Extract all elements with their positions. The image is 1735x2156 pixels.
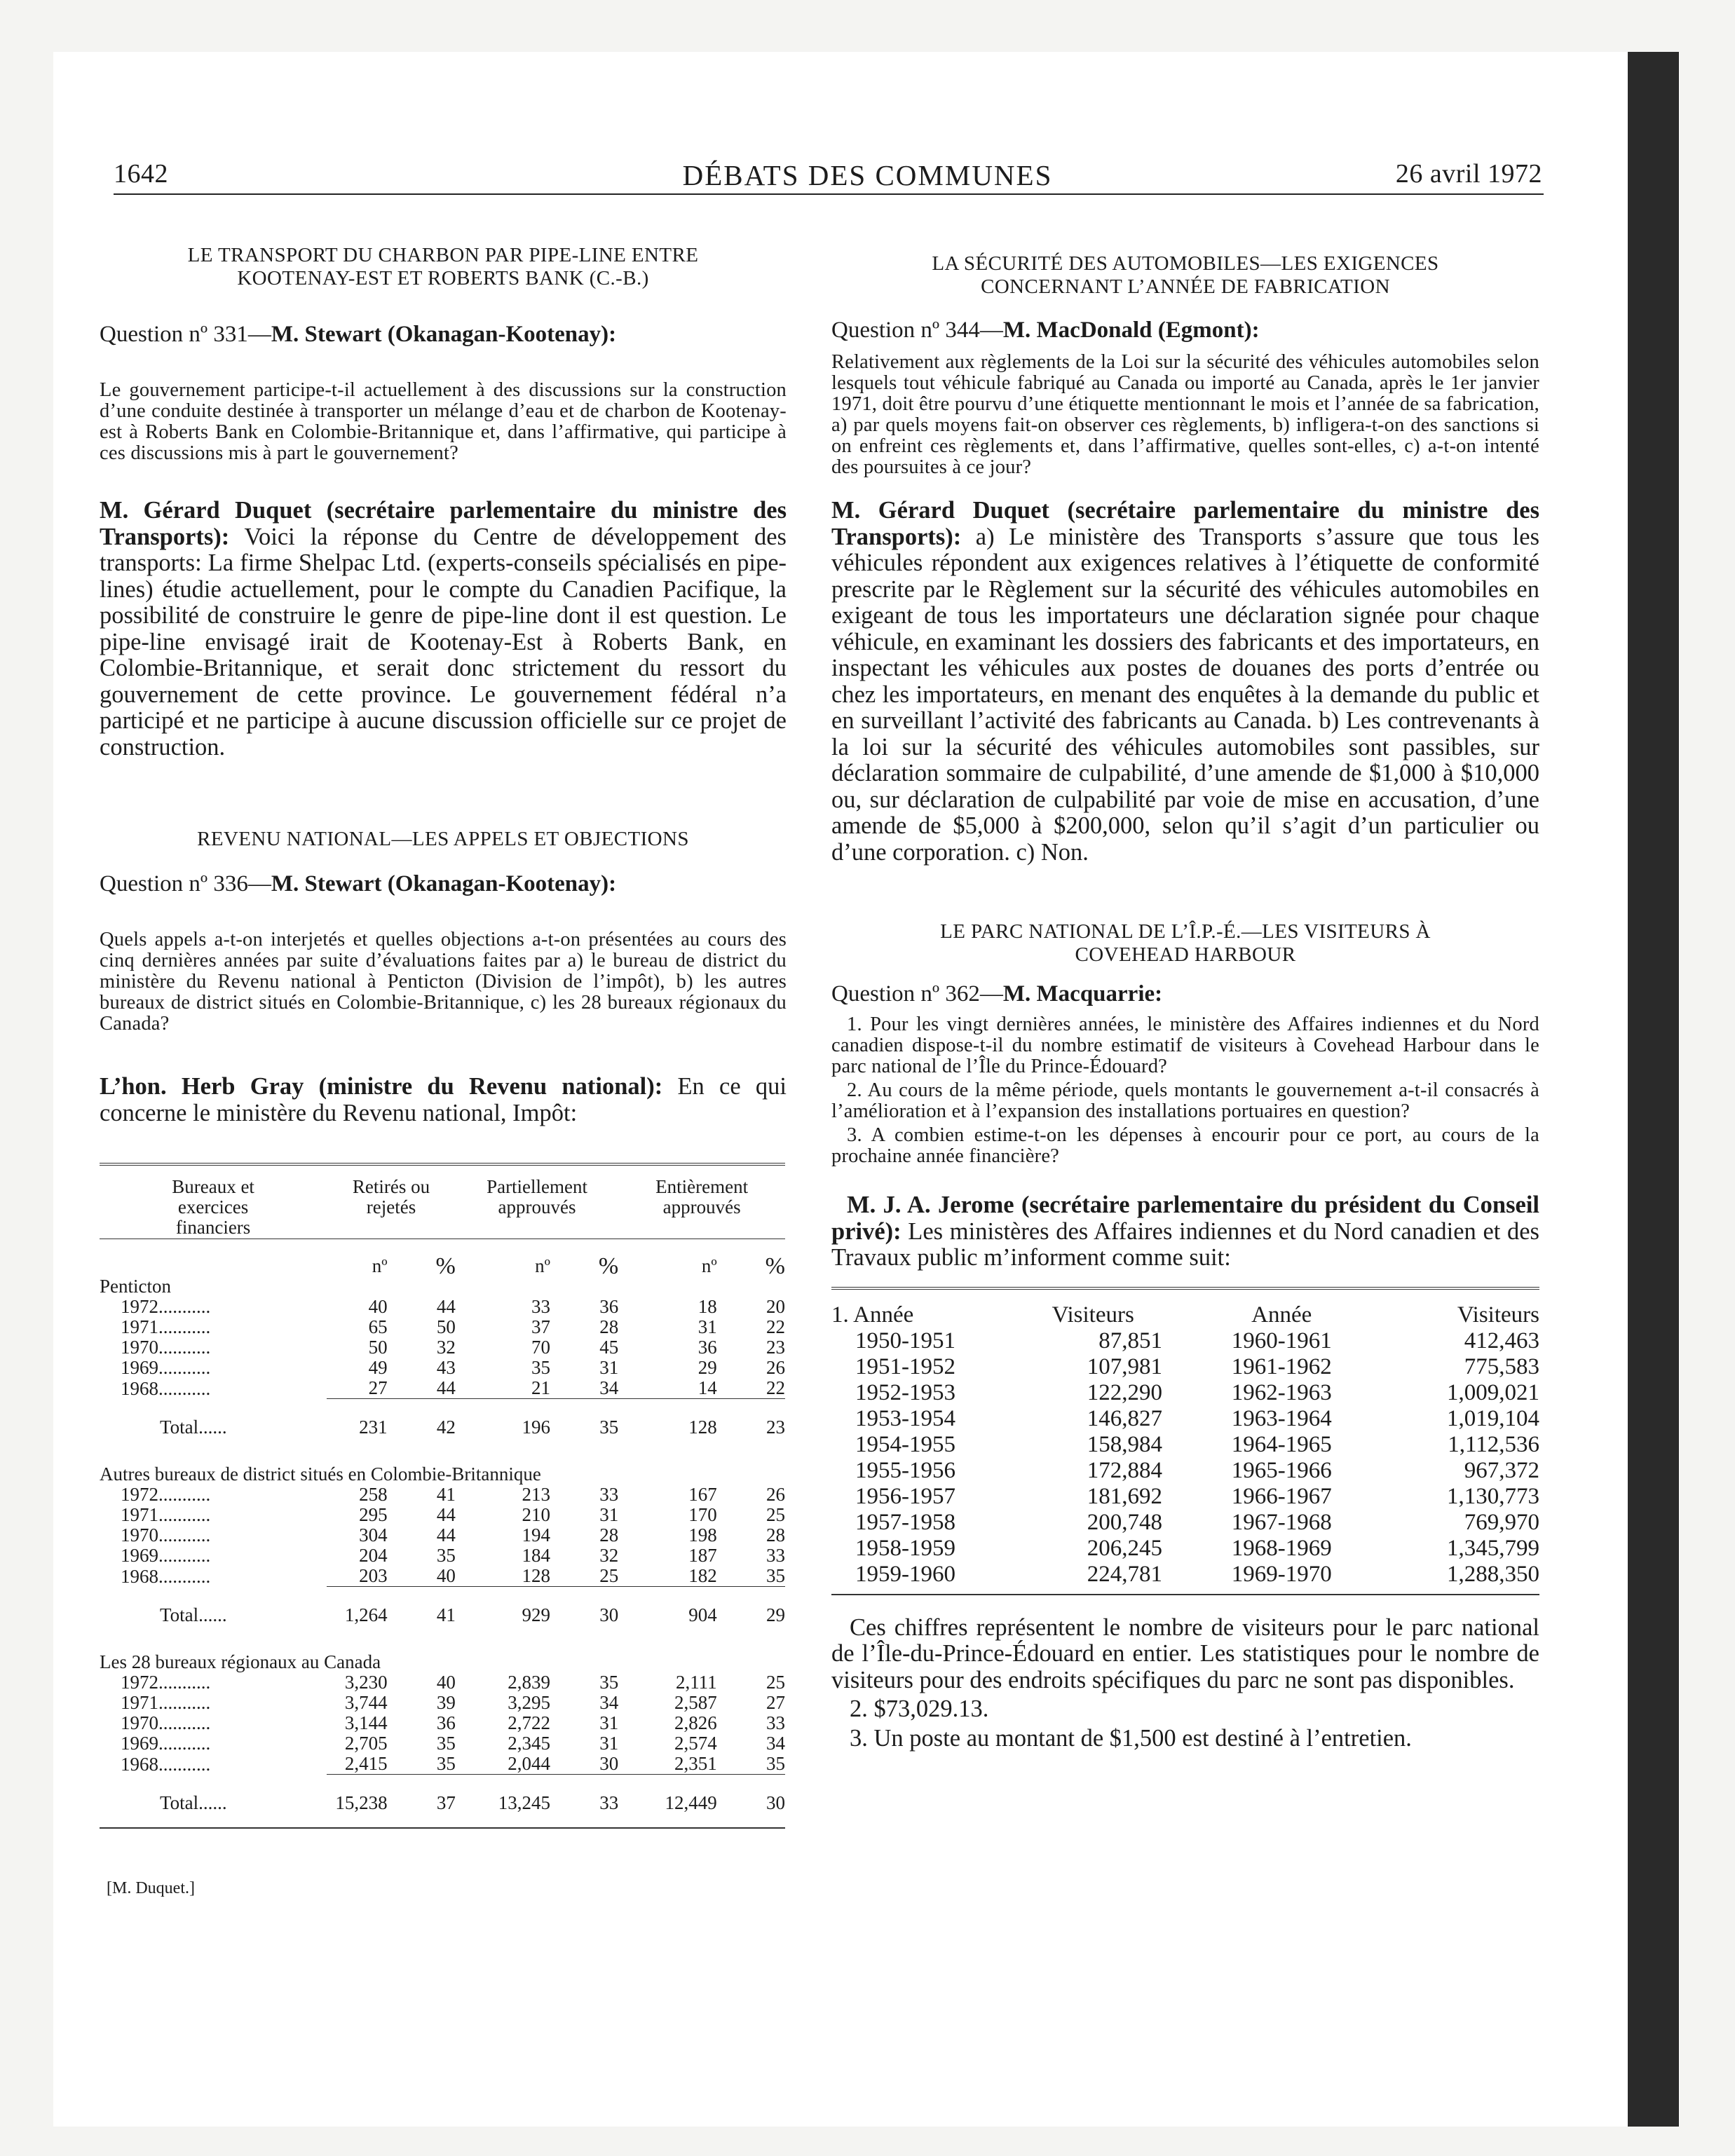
cell-partiel-count: 35 — [531, 1357, 550, 1378]
cell-partiel-percent: 31 — [599, 1733, 619, 1754]
cell-partiel-percent: 35 — [599, 1672, 619, 1693]
table-row — [100, 1525, 785, 1546]
question-number: Question nº 344— — [831, 318, 1003, 343]
cell-partiel-count: 194 — [522, 1524, 550, 1546]
question-336-heading — [100, 871, 787, 897]
row-year: 1972........... — [121, 1672, 211, 1693]
table-total-row — [100, 1775, 785, 1829]
cell-partiel-percent: 31 — [599, 1357, 619, 1378]
cell-retires-count: 304 — [359, 1524, 388, 1546]
header-count: nº — [372, 1255, 388, 1276]
visitors-row — [831, 1458, 1539, 1484]
question-author: M. MacDonald (Egmont): — [1002, 318, 1260, 343]
header-text: exercices — [177, 1196, 249, 1217]
question-number: Question nº 336— — [100, 871, 271, 896]
cell-entier-percent: 26 — [766, 1357, 785, 1378]
cell-entier-percent: 26 — [766, 1484, 785, 1505]
question-author: M. Stewart (Okanagan-Kootenay): — [271, 322, 617, 347]
visitors-count-left: 122,290 — [1087, 1379, 1163, 1405]
table-header-row — [100, 1177, 785, 1239]
visitors-count-right: 412,463 — [1464, 1328, 1539, 1353]
cell-entier-count: 187 — [688, 1545, 717, 1566]
header-partiellement — [456, 1177, 618, 1239]
answer-331 — [100, 498, 787, 760]
cell-entier-count: 2,587 — [674, 1692, 717, 1713]
visitors-count-right: 1,288,350 — [1447, 1561, 1539, 1587]
cell-partiel-count: 70 — [531, 1337, 550, 1358]
cell-partiel-percent: 36 — [599, 1296, 619, 1317]
table-row — [100, 1505, 785, 1525]
group-label-row — [100, 1452, 785, 1485]
row-year: 1970........... — [121, 1524, 211, 1546]
cell-entier-count: 182 — [688, 1565, 717, 1586]
section-title-auto-safety — [831, 252, 1539, 299]
cell-entier-count: 18 — [698, 1296, 717, 1317]
cell-retires-percent: 35 — [436, 1733, 456, 1754]
visitors-row — [831, 1536, 1539, 1562]
visitors-year-right: 1965-1966 — [1231, 1457, 1332, 1483]
answer-text: Les ministères des Affaires indiennes et du Nord canadien et des Travaux public m’informent comme suit: — [831, 1217, 1539, 1271]
header-text: Partiellement — [487, 1176, 588, 1197]
visitors-year-left: 1951-1952 — [855, 1353, 955, 1379]
cell-retires-count: 258 — [359, 1484, 388, 1505]
cell-partiel-count: 2,345 — [508, 1733, 550, 1754]
cell-partiel-percent: 30 — [599, 1753, 619, 1774]
total-partiel-percent: 33 — [550, 1775, 618, 1829]
cell-partiel-percent: 34 — [599, 1692, 619, 1713]
cell-partiel-percent: 31 — [599, 1712, 619, 1733]
question-331-text: Le gouvernement participe-t-il actuellement à des discussions sur la construction d’une conduite destinée à transporter un mélange d’eau et de charbon de Kootenay-est à Roberts Bank en Colombie-Britannique et, dans l’affirmative, qui participe à ces discussions mis à part le gouvernement? — [100, 379, 787, 464]
cell-entier-percent: 34 — [766, 1733, 785, 1754]
visitors-year-left: 1955-1956 — [855, 1457, 955, 1483]
cell-entier-percent: 33 — [766, 1712, 785, 1733]
cell-retires-count: 27 — [368, 1377, 388, 1398]
header-count: nº — [701, 1255, 717, 1276]
total-retires-percent: 42 — [388, 1399, 456, 1452]
section-title-park — [831, 920, 1539, 967]
visitors-row — [831, 1484, 1539, 1510]
question-362-item-1: 1. Pour les vingt dernières années, le ministère des Affaires indiennes et du Nord canadien dispose-t-il du nombre estimatif de visiteurs à Covehead Harbour dans le parc national de l’Île du Prince-Édouard? — [831, 1014, 1539, 1077]
visitors-year-right: 1960-1961 — [1231, 1328, 1332, 1353]
cell-retires-count: 49 — [368, 1357, 388, 1378]
answer-336 — [100, 1074, 787, 1126]
group-label: Penticton — [100, 1276, 171, 1297]
cell-retires-count: 65 — [368, 1316, 388, 1337]
section-title-line: KOOTENAY-EST ET ROBERTS BANK (C.-B.) — [237, 267, 649, 289]
visitors-header-row — [831, 1288, 1539, 1328]
table-row — [100, 1566, 785, 1587]
cell-partiel-count: 3,295 — [508, 1692, 550, 1713]
total-retires-percent: 37 — [388, 1775, 456, 1829]
header-entierement — [618, 1177, 785, 1239]
visitors-year-right: 1969-1970 — [1231, 1561, 1332, 1587]
row-year: 1968........... — [121, 1377, 211, 1399]
header-retires — [327, 1177, 456, 1239]
visitors-year-left: 1952-1953 — [855, 1379, 955, 1405]
total-entier-percent: 30 — [717, 1775, 785, 1829]
cell-partiel-percent: 28 — [599, 1316, 619, 1337]
cell-entier-count: 14 — [698, 1377, 717, 1398]
visitors-count-right: 1,019,104 — [1447, 1405, 1539, 1431]
table-row — [100, 1485, 785, 1505]
visitors-year-left: 1958-1959 — [855, 1535, 955, 1561]
cell-entier-percent: 28 — [766, 1524, 785, 1546]
row-year: 1968........... — [121, 1565, 211, 1587]
answer-362 — [831, 1192, 1539, 1271]
visitors-table-body — [831, 1328, 1539, 1588]
visitors-year-right: 1966-1967 — [1231, 1483, 1332, 1509]
visitors-year-right: 1964-1965 — [1231, 1431, 1332, 1457]
question-344-heading — [831, 317, 1539, 343]
answer-speaker: M. Gérard Duquet (secrétaire parlementaire du ministre des Transports): — [100, 497, 787, 550]
cell-entier-percent: 33 — [766, 1545, 785, 1566]
visitors-count-left: 172,884 — [1087, 1457, 1163, 1483]
visitors-count-left: 200,748 — [1087, 1509, 1163, 1535]
cell-retires-count: 3,744 — [344, 1692, 388, 1713]
question-number: Question nº 362— — [831, 981, 1003, 1007]
header-text: financiers — [175, 1217, 251, 1238]
table-subheader-row — [100, 1239, 785, 1277]
header-text: approuvés — [662, 1196, 741, 1217]
total-partiel-count: 929 — [456, 1587, 550, 1640]
question-author: M. Macquarrie: — [1002, 981, 1163, 1007]
section-title-line: LE PARC NATIONAL DE L’Î.P.-É.—LES VISITEURS À — [940, 920, 1431, 943]
group-label-row — [100, 1276, 785, 1297]
row-year: 1969........... — [121, 1545, 211, 1566]
visitors-count-left: 146,827 — [1087, 1405, 1163, 1431]
group-label-row — [100, 1639, 785, 1672]
answer-speaker: L’hon. Herb Gray (ministre du Revenu national): — [100, 1073, 663, 1100]
table-row — [100, 1297, 785, 1317]
cell-retires-percent: 50 — [436, 1316, 456, 1337]
table-row — [100, 1693, 785, 1713]
cell-entier-percent: 25 — [766, 1504, 785, 1525]
cell-entier-percent: 25 — [766, 1672, 785, 1693]
cell-retires-percent: 32 — [436, 1337, 456, 1358]
cell-entier-percent: 22 — [766, 1377, 785, 1398]
cell-partiel-count: 128 — [522, 1565, 550, 1586]
cell-partiel-count: 2,839 — [508, 1672, 550, 1693]
visitors-year-left: 1950-1951 — [855, 1328, 955, 1353]
cell-entier-count: 198 — [688, 1524, 717, 1546]
total-retires-count: 231 — [327, 1399, 387, 1452]
header-text: Retirés ou — [352, 1176, 430, 1197]
row-year: 1971........... — [121, 1692, 211, 1713]
cell-entier-percent: 35 — [766, 1753, 785, 1774]
visitors-year-left: 1957-1958 — [855, 1509, 955, 1535]
answer-362-item-2: 2. $73,029.13. — [850, 1696, 989, 1722]
visitors-count-right: 1,009,021 — [1447, 1379, 1539, 1405]
appeals-table — [100, 1163, 785, 1829]
total-label: Total...... — [160, 1792, 227, 1813]
scan-edge-bar — [1628, 52, 1679, 2127]
cell-retires-percent: 35 — [436, 1753, 456, 1774]
cell-partiel-count: 213 — [522, 1484, 550, 1505]
table-row — [100, 1546, 785, 1566]
cell-partiel-percent: 33 — [599, 1484, 619, 1505]
question-336-text: Quels appels a-t-on interjetés et quelles objections a-t-on présentées au cours des cinq dernières années par suite d’évaluations faites par a) le bureau de district du ministère du Revenu national à Penticton (Division de l’impôt), b) les autres bureaux de district situés en Colombie-Britannique, c) les 28 bureaux régionaux du Canada? — [100, 929, 787, 1035]
cell-retires-percent: 35 — [436, 1545, 456, 1566]
cell-retires-count: 3,144 — [344, 1712, 388, 1733]
cell-partiel-count: 2,722 — [508, 1712, 550, 1733]
total-retires-count: 15,238 — [327, 1775, 387, 1829]
row-year: 1972........... — [121, 1296, 211, 1317]
cell-retires-percent: 40 — [436, 1565, 456, 1586]
question-362-heading — [831, 981, 1539, 1007]
header-text: Entièrement — [655, 1176, 749, 1197]
question-362-item-2: 2. Au cours de la même période, quels montants le gouvernement a-t-il consacrés à l’amélioration et à l’expansion des installations portuaires en question? — [831, 1079, 1539, 1122]
cell-entier-count: 36 — [698, 1337, 717, 1358]
visitors-table — [831, 1287, 1539, 1595]
total-entier-percent: 29 — [717, 1587, 785, 1640]
total-entier-percent: 23 — [717, 1399, 785, 1452]
section-title-line: LE TRANSPORT DU CHARBON PAR PIPE-LINE ENTRE — [187, 244, 699, 266]
cell-retires-count: 50 — [368, 1337, 388, 1358]
visitors-count-left: 224,781 — [1087, 1561, 1163, 1587]
page-number: 1642 — [114, 159, 168, 189]
visitors-year-left: 1956-1957 — [855, 1483, 955, 1509]
cell-entier-count: 2,111 — [675, 1672, 717, 1693]
header-percent: % — [765, 1253, 785, 1279]
cell-retires-percent: 43 — [436, 1357, 456, 1378]
total-partiel-count: 196 — [456, 1399, 550, 1452]
row-year: 1971........... — [121, 1504, 211, 1525]
answer-text: a) Le ministère des Transports s’assure que tous les véhicules répondent aux exigences relatives à l’étiquette de conformité prescrite par le Règlement sur la sécurité des véhicules automobiles en exigeant de tous les importateurs une déclaration signée pour chaque véhicule, en examinant les dossiers des fabricants et des importateurs, en inspectant les véhicules aux postes de douanes des ports d’entrée ou chez les importateurs, en menant des enquêtes à la demande du public et en surveillant l’activité des fabricants au Canada. b) Les contrevenants à la loi sur la sécurité des véhicules automobiles sont passibles, sur déclaration sommaire de culpabilité, d’une amende de $1,000 à $10,000 ou, sur déclaration de culpabilité par voie de mise en accusation, d’une amende de $5,000 à $200,000, selon qu’il s’agit d’un particulier ou d’une corporation. c) Non. — [831, 523, 1539, 866]
header-percent: % — [435, 1253, 456, 1279]
cell-partiel-count: 210 — [522, 1504, 550, 1525]
cell-partiel-count: 37 — [531, 1316, 550, 1337]
cell-partiel-count: 184 — [522, 1545, 550, 1566]
visitors-count-left: 87,851 — [1098, 1328, 1163, 1353]
row-year: 1970........... — [121, 1337, 211, 1358]
table-row — [100, 1378, 785, 1399]
visitors-year-right: 1968-1969 — [1231, 1535, 1332, 1561]
table-total-row — [100, 1399, 785, 1452]
cell-retires-count: 295 — [359, 1504, 388, 1525]
total-entier-count: 12,449 — [618, 1775, 716, 1829]
visitors-year-left: 1953-1954 — [855, 1405, 955, 1431]
visitors-count-left: 158,984 — [1087, 1431, 1163, 1457]
table-total-row — [100, 1587, 785, 1640]
cell-entier-percent: 20 — [766, 1296, 785, 1317]
cell-retires-percent: 44 — [436, 1377, 456, 1398]
visitors-count-right: 1,112,536 — [1448, 1431, 1539, 1457]
header-bureaux — [100, 1177, 327, 1239]
cell-partiel-count: 21 — [531, 1377, 550, 1398]
header-count: nº — [535, 1255, 550, 1276]
answer-text: Voici la réponse du Centre de développement des transports: La firme Shelpac Ltd. (experts-conseils spécialisés en pipe-lines) étudie actuellement, pour le compte du Canadien Pacifique, la possibilité de construire le genre de pipe-line dont il est question. Le pipe-line envisagé irait de Kootenay-Est à Roberts Bank, en Colombie-Britannique, et serait donc strictement du ressort du gouvernement de cette province. Le gouvernement fédéral n’a participé et ne participe à aucune discussion officielle sur ce projet de construction. — [100, 523, 787, 760]
section-title-line: LA SÉCURITÉ DES AUTOMOBILES—LES EXIGENCES — [932, 252, 1439, 275]
cell-entier-percent: 27 — [766, 1692, 785, 1713]
row-year: 1971........... — [121, 1316, 211, 1337]
cell-retires-count: 3,230 — [344, 1672, 388, 1693]
cell-partiel-count: 33 — [531, 1296, 550, 1317]
visitors-row — [831, 1406, 1539, 1432]
cell-entier-percent: 23 — [766, 1337, 785, 1358]
right-column — [831, 244, 1539, 1752]
header-text: Bureaux et — [172, 1176, 254, 1197]
visitors-count-right: 775,583 — [1464, 1353, 1539, 1379]
cell-entier-percent: 22 — [766, 1316, 785, 1337]
visitors-count-left: 206,245 — [1087, 1535, 1163, 1561]
visitors-year-right: 1962-1963 — [1231, 1379, 1332, 1405]
cell-retires-count: 2,705 — [344, 1733, 388, 1754]
cell-retires-percent: 41 — [436, 1484, 456, 1505]
cell-retires-count: 2,415 — [344, 1753, 388, 1774]
answer-speaker: M. J. A. Jerome (secrétaire parlementaire du président du Conseil privé): — [831, 1192, 1539, 1245]
table-row — [100, 1358, 785, 1378]
visitors-row — [831, 1432, 1539, 1458]
visitors-row — [831, 1510, 1539, 1536]
header-rule — [114, 193, 1544, 195]
visitors-count-right: 769,970 — [1464, 1509, 1539, 1535]
cell-partiel-count: 2,044 — [508, 1753, 550, 1774]
question-362-item-3: 3. A combien estime-t-on les dépenses à encourir pour ce port, au cours de la prochaine année financière? — [831, 1124, 1539, 1167]
visitors-row — [831, 1380, 1539, 1406]
total-retires-percent: 41 — [388, 1587, 456, 1640]
cell-partiel-percent: 34 — [599, 1377, 619, 1398]
journal-title: DÉBATS DES COMMUNES — [682, 159, 1053, 191]
header-text: rejetés — [366, 1196, 416, 1217]
group-label: Autres bureaux de district situés en Colombie-Britannique — [100, 1464, 541, 1485]
visitors-count-left: 107,981 — [1087, 1353, 1163, 1379]
section-title-line: CONCERNANT L’ANNÉE DE FABRICATION — [981, 275, 1390, 298]
cell-entier-count: 167 — [688, 1484, 717, 1505]
section-title-pipeline — [100, 244, 787, 290]
header-visitors: Visiteurs — [1052, 1302, 1134, 1328]
visitors-row — [831, 1354, 1539, 1380]
cell-retires-percent: 44 — [436, 1504, 456, 1525]
cell-entier-count: 29 — [698, 1357, 717, 1378]
visitors-year-right: 1961-1962 — [1231, 1353, 1332, 1379]
total-partiel-percent: 30 — [550, 1587, 618, 1640]
header-percent: % — [598, 1253, 619, 1279]
question-number: Question nº 331— — [100, 322, 271, 347]
visitors-note: Ces chiffres représentent le nombre de visiteurs pour le parc national de l’Île-du-Prince-Édouard en entier. Les statistiques pour le nombre de visiteurs pour des endroits spécifiques du parc ne sont pas disponibles. — [831, 1613, 1539, 1693]
cell-entier-count: 31 — [698, 1316, 717, 1337]
visitors-count-right: 967,372 — [1464, 1457, 1539, 1483]
cell-entier-count: 2,351 — [674, 1753, 717, 1774]
cell-partiel-percent: 45 — [599, 1337, 619, 1358]
cell-entier-count: 170 — [688, 1504, 717, 1525]
total-retires-count: 1,264 — [327, 1587, 387, 1640]
cell-retires-percent: 36 — [436, 1712, 456, 1733]
row-year: 1969........... — [121, 1733, 211, 1754]
cell-retires-percent: 39 — [436, 1692, 456, 1713]
cell-entier-percent: 35 — [766, 1565, 785, 1586]
visitors-count-right: 1,345,799 — [1447, 1535, 1539, 1561]
total-label: Total...... — [160, 1604, 227, 1625]
answer-text: En ce qui concerne le ministère du Revenu national, Impôt: — [100, 1073, 787, 1126]
visitors-row — [831, 1562, 1539, 1588]
answer-speaker: M. Gérard Duquet (secrétaire parlementaire du ministre des Transports): — [831, 497, 1539, 550]
left-column — [100, 244, 787, 1898]
group-label: Les 28 bureaux régionaux au Canada — [100, 1651, 381, 1672]
total-entier-count: 128 — [618, 1399, 716, 1452]
visitors-count-right: 1,130,773 — [1447, 1483, 1539, 1509]
footer-speaker: [M. Duquet.] — [107, 1879, 195, 1897]
answer-362-item-3: 3. Un poste au montant de $1,500 est destiné à l’entretien. — [850, 1724, 1412, 1752]
cell-retires-percent: 40 — [436, 1672, 456, 1693]
visitors-row — [831, 1328, 1539, 1354]
cell-retires-percent: 44 — [436, 1524, 456, 1546]
header-visitors: Visiteurs — [1457, 1302, 1539, 1328]
visitors-count-left: 181,692 — [1087, 1483, 1163, 1509]
table-row — [100, 1713, 785, 1733]
header-year: Année — [1251, 1302, 1312, 1328]
row-year: 1970........... — [121, 1712, 211, 1733]
table-row — [100, 1317, 785, 1337]
cell-partiel-percent: 25 — [599, 1565, 619, 1586]
table-row — [100, 1733, 785, 1754]
section-title-line: COVEHEAD HARBOUR — [1075, 943, 1296, 966]
cell-partiel-percent: 28 — [599, 1524, 619, 1546]
visitors-year-right: 1963-1964 — [1231, 1405, 1332, 1431]
row-year: 1972........... — [121, 1484, 211, 1505]
visitors-year-left: 1959-1960 — [855, 1561, 955, 1587]
cell-retires-count: 40 — [368, 1296, 388, 1317]
cell-partiel-percent: 32 — [599, 1545, 619, 1566]
cell-entier-count: 2,574 — [674, 1733, 717, 1754]
appeals-table-body — [100, 1276, 785, 1828]
cell-retires-count: 203 — [359, 1565, 388, 1586]
total-partiel-count: 13,245 — [456, 1775, 550, 1829]
cell-partiel-percent: 31 — [599, 1504, 619, 1525]
total-entier-count: 904 — [618, 1587, 716, 1640]
total-partiel-percent: 35 — [550, 1399, 618, 1452]
table-row — [100, 1672, 785, 1693]
table-row — [100, 1337, 785, 1358]
row-year: 1969........... — [121, 1357, 211, 1378]
answer-344 — [831, 498, 1539, 866]
question-author: M. Stewart (Okanagan-Kootenay): — [271, 871, 617, 896]
cell-retires-percent: 44 — [436, 1296, 456, 1317]
question-344-text: Relativement aux règlements de la Loi sur la sécurité des véhicules automobiles selon lesquels tout véhicule fabriqué au Canada ou importé au Canada, après le 1er janvier 1971, doit être pourvu d’une étiquette mentionnant le mois et l’année de sa fabrication, a) par quels moyens fait-on observer ces règlements, b) infligera-t-on des sanctions si on enfreint ces règlements et, dans l’affirmative, quelles sont-elles, c) a-t-on intenté des poursuites à ce jour? — [831, 351, 1539, 478]
page-date: 26 avril 1972 — [1395, 159, 1542, 189]
table-row — [100, 1754, 785, 1775]
cell-entier-count: 2,826 — [674, 1712, 717, 1733]
row-year: 1968........... — [121, 1753, 211, 1775]
header-year: 1. Année — [831, 1302, 914, 1328]
visitors-year-right: 1967-1968 — [1231, 1509, 1332, 1535]
section-title-revenue: REVENU NATIONAL—LES APPELS ET OBJECTIONS — [197, 828, 689, 850]
header-text: approuvés — [498, 1196, 576, 1217]
visitors-year-left: 1954-1955 — [855, 1431, 955, 1457]
total-label: Total...... — [160, 1417, 227, 1438]
question-331-heading — [100, 321, 787, 348]
cell-retires-count: 204 — [359, 1545, 388, 1566]
